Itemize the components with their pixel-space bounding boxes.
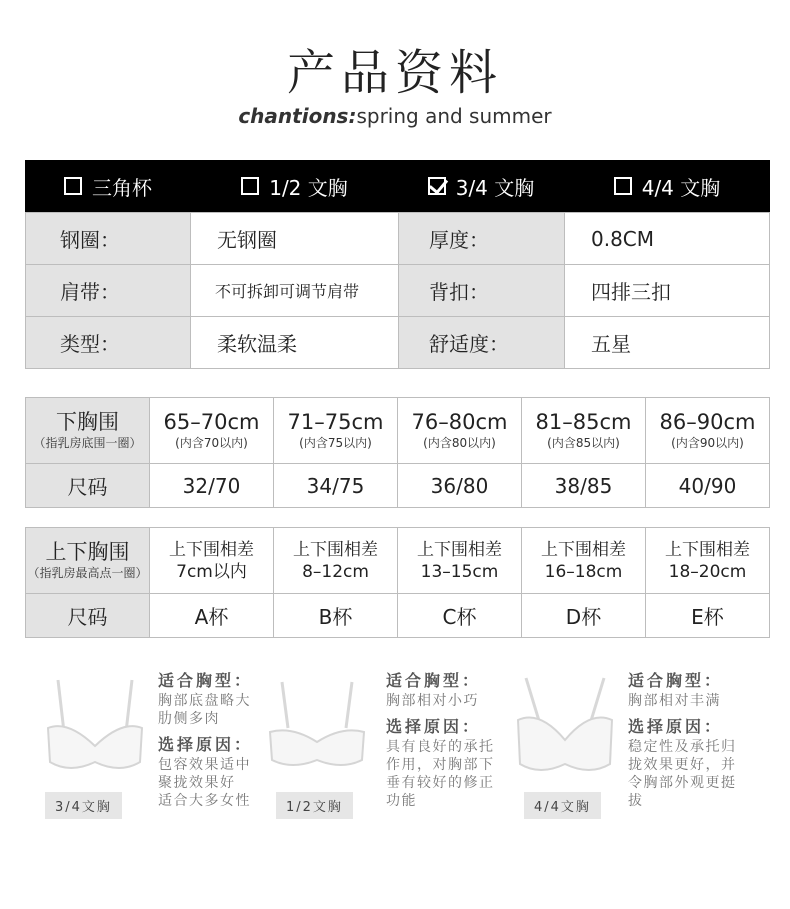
underbust-size-table xyxy=(25,397,770,508)
cup-diff-range: 上下围相差 16–18cm xyxy=(522,528,646,594)
cup-diff-header: 上下胸围 （指乳房最高点一圈） xyxy=(26,528,150,594)
size-value: 38/85 xyxy=(522,464,646,508)
style-tag: 4/4文胸 xyxy=(524,792,601,819)
cup-diff-range: 上下围相差 7cm以内 xyxy=(150,528,274,594)
bra-4-4-icon xyxy=(510,670,620,780)
info-key: 背扣： xyxy=(399,265,565,317)
underbust-range: 65–70cm (内含70以内) xyxy=(150,398,274,464)
cup-value: A杯 xyxy=(150,594,274,638)
table-row xyxy=(26,213,770,265)
cup-value: D杯 xyxy=(522,594,646,638)
cup-diff-range: 上下围相差 18–20cm xyxy=(646,528,770,594)
underbust-range: 86–90cm (内含90以内) xyxy=(646,398,770,464)
table-row xyxy=(26,265,770,317)
style-description: 适合胸型： 胸部相对丰满 选择原因： 稳定性及承托归 拢效果更好，并 令胸部外观更挺 拔 xyxy=(628,671,737,809)
cup-value: C杯 xyxy=(398,594,522,638)
subtitle xyxy=(0,104,790,128)
underbust-range: 81–85cm (内含85以内) xyxy=(522,398,646,464)
cup-value: B杯 xyxy=(274,594,398,638)
cup-type-option[interactable] xyxy=(398,160,564,212)
checkbox-icon xyxy=(64,177,82,195)
size-value: 36/80 xyxy=(398,464,522,508)
table-row xyxy=(26,398,770,464)
info-key: 肩带： xyxy=(26,265,191,317)
bra-1-2-icon xyxy=(262,670,372,780)
style-description: 适合胸型： 胸部底盘略大 肋侧多肉 选择原因： 包容效果适中 聚拢效果好 适合大多女性 xyxy=(158,671,254,809)
product-info-table xyxy=(25,212,770,369)
info-value: 柔软温柔 xyxy=(191,317,399,369)
bra-illustration-3-4 xyxy=(40,670,150,830)
info-key: 厚度： xyxy=(399,213,565,265)
cup-type-label: 1/2 文胸 xyxy=(269,175,348,200)
underbust-header: 下胸围 （指乳房底围一圈） xyxy=(26,398,150,464)
checkbox-checked-icon xyxy=(428,177,446,195)
size-value: 34/75 xyxy=(274,464,398,508)
info-value: 五星 xyxy=(565,317,770,369)
cup-size-table xyxy=(25,527,770,638)
subtitle-text: spring and summer xyxy=(356,104,552,128)
info-value: 四排三扣 xyxy=(565,265,770,317)
cup-type-label: 三角杯 xyxy=(92,175,152,200)
size-value: 40/90 xyxy=(646,464,770,508)
info-value: 不可拆卸可调节肩带 xyxy=(191,265,399,317)
cup-type-option[interactable] xyxy=(25,160,191,212)
info-key: 类型： xyxy=(26,317,191,369)
cup-diff-range: 上下围相差 13–15cm xyxy=(398,528,522,594)
bra-illustration-1-2 xyxy=(262,670,372,830)
style-description: 适合胸型： 胸部相对小巧 选择原因： 具有良好的承托 作用，对胸部下 垂有较好的修正 功能 xyxy=(386,671,495,809)
checkbox-icon xyxy=(614,177,632,195)
bra-illustration-4-4 xyxy=(510,670,620,830)
cup-type-label: 4/4 文胸 xyxy=(641,175,721,200)
style-tag: 3/4文胸 xyxy=(45,792,122,819)
page-title: 产品资料 xyxy=(286,45,503,101)
table-row xyxy=(26,317,770,369)
cup-type-label: 3/4 文胸 xyxy=(455,175,535,200)
table-row xyxy=(26,464,770,508)
table-row xyxy=(26,594,770,638)
cup-value: E杯 xyxy=(646,594,770,638)
checkbox-icon xyxy=(241,177,259,195)
info-key: 舒适度： xyxy=(399,317,565,369)
cup-type-option[interactable] xyxy=(191,160,398,212)
underbust-range: 76–80cm (内含80以内) xyxy=(398,398,522,464)
size-label: 尺码 xyxy=(26,594,150,638)
info-key: 钢圈： xyxy=(26,213,191,265)
cup-type-bar xyxy=(25,160,770,212)
cup-type-option[interactable] xyxy=(564,160,770,212)
info-value: 0.8CM xyxy=(565,213,770,265)
style-tag: 1/2文胸 xyxy=(276,792,353,819)
bra-3-4-icon xyxy=(40,670,150,780)
size-value: 32/70 xyxy=(150,464,274,508)
info-value: 无钢圈 xyxy=(191,213,399,265)
cup-diff-range: 上下围相差 8–12cm xyxy=(274,528,398,594)
subtitle-brand: chantions: xyxy=(238,104,357,128)
underbust-range: 71–75cm (内含75以内) xyxy=(274,398,398,464)
size-label: 尺码 xyxy=(26,464,150,508)
table-row xyxy=(26,528,770,594)
